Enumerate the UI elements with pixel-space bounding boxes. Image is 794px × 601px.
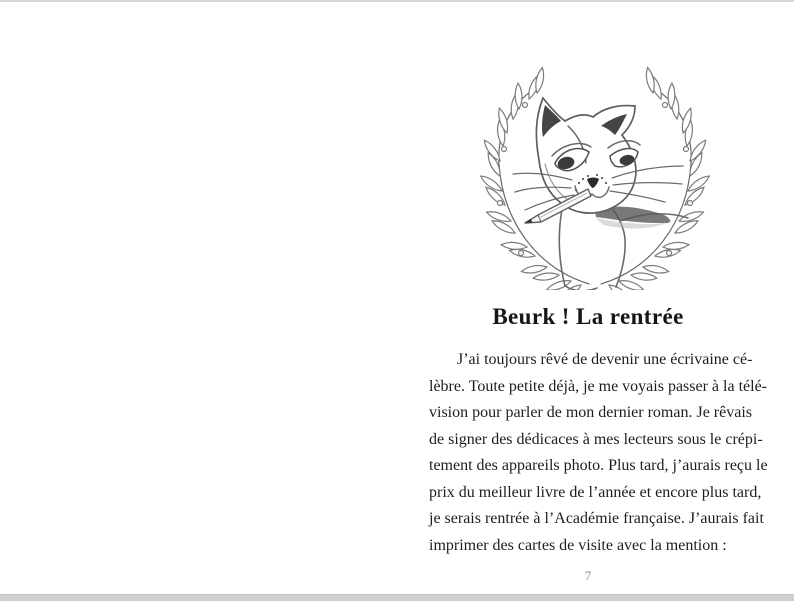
text-line: tement des appareils photo. Plus tard, j’aurais reçu le: [429, 457, 768, 474]
cat-face: [513, 98, 688, 290]
text-line: imprimer des cartes de visite avec la mention :: [429, 536, 727, 554]
text-line: je serais rentrée à l’Académie française. J’aurais fait: [429, 510, 764, 527]
text-line: prix du meilleur livre de l’année et encore plus tard,: [429, 483, 762, 501]
left-page-blank: [0, 2, 397, 594]
text-line: lèbre. Toute petite déjà, je me voyais passer à la télé-: [429, 377, 767, 395]
text-line: de signer des dédicaces à mes lecteurs sous le crépi-: [429, 430, 763, 448]
text-line: vision pour parler de mon dernier roman. Je rêvais: [429, 404, 753, 421]
chapter-title: Beurk ! La rentrée: [492, 304, 684, 329]
page-number: 7: [584, 568, 592, 583]
body-paragraph: [429, 347, 768, 559]
text-line: J’ai toujours rêvé de devenir une écrivaine cé-: [457, 351, 753, 368]
cat-pencil-wreath-illustration: [475, 60, 715, 290]
right-page: [429, 2, 768, 594]
window-bottom-bar: [0, 594, 794, 601]
